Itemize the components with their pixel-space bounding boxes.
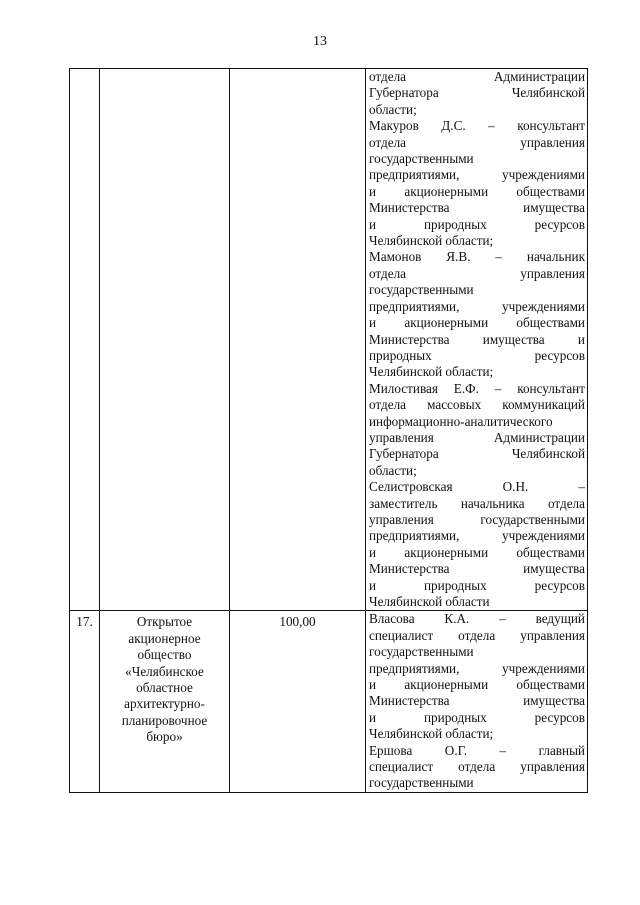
board-members-cell: [366, 69, 588, 611]
member-text-line: Губернатора Челябинской: [369, 446, 585, 462]
member-text-line: и природных ресурсов: [369, 216, 585, 232]
member-text-line: Макуров Д.С. – консультант: [369, 118, 585, 134]
member-text-line: природных ресурсов: [369, 347, 585, 363]
row-number-cell: 17.: [70, 611, 100, 792]
row-number-cell: [70, 69, 100, 611]
organization-name: [102, 614, 227, 745]
member-text-line: и акционерными обществами: [369, 315, 585, 331]
board-members-list: [369, 69, 585, 610]
organization-name-line: архитектурно-: [124, 696, 205, 712]
member-text-line: Власова К.А. – ведущий: [369, 611, 585, 627]
member-text-line: специалист отдела управления: [369, 759, 585, 775]
member-text-line: управления государственными: [369, 511, 585, 527]
organization-name-line: акционерное: [128, 630, 201, 646]
board-members-list: [369, 611, 585, 791]
member-text-line: Челябинской области;: [369, 233, 494, 249]
member-text-line: Министерства имущества и: [369, 331, 585, 347]
member-text-line: Министерства имущества: [369, 561, 585, 577]
registry-table: [69, 68, 588, 793]
organization-name-line: планировочное: [121, 712, 208, 728]
member-text-line: Селистровская О.Н. –: [369, 479, 585, 495]
member-text-line: Ершова О.Г. – главный: [369, 742, 585, 758]
member-text-line: Мамонов Я.В. – начальник: [369, 249, 585, 265]
member-text-line: области;: [369, 462, 417, 478]
organization-name-line: общество: [137, 647, 192, 663]
table-row: [70, 69, 588, 611]
member-text-line: отдела Администрации: [369, 69, 585, 84]
member-text-line: Милостивая Е.Ф. – консультант: [369, 380, 585, 396]
member-text-line: Челябинской области;: [369, 364, 494, 380]
member-text-line: государственными: [369, 282, 474, 298]
member-text-line: и природных ресурсов: [369, 709, 585, 725]
member-text-line: государственными: [369, 775, 474, 791]
state-share-cell: [230, 69, 366, 611]
member-text-line: и природных ресурсов: [369, 577, 585, 593]
member-text-line: предприятиями, учреждениями: [369, 298, 585, 314]
member-text-line: и акционерными обществами: [369, 183, 585, 199]
member-text-line: информационно-аналитического: [369, 413, 553, 429]
member-text-line: Министерства имущества: [369, 200, 585, 216]
member-text-line: специалист отдела управления: [369, 627, 585, 643]
member-text-line: управления Администрации: [369, 429, 585, 445]
member-text-line: Челябинской области: [369, 594, 490, 609]
member-text-line: предприятиями, учреждениями: [369, 167, 585, 183]
member-text-line: заместитель начальника отдела: [369, 495, 585, 511]
page-number: 13: [313, 34, 327, 49]
member-text-line: предприятиями, учреждениями: [369, 660, 585, 676]
member-text-line: и акционерными обществами: [369, 544, 585, 560]
organization-name-line: Открытое: [136, 614, 193, 630]
board-members-cell: [366, 611, 588, 792]
member-text-line: государственными: [369, 151, 474, 167]
member-text-line: области;: [369, 101, 417, 117]
state-share-cell: 100,00: [230, 611, 366, 792]
member-text-line: Челябинской области;: [369, 726, 494, 742]
member-text-line: отдела массовых коммуникаций: [369, 397, 585, 413]
organization-name-line: областное: [136, 680, 193, 696]
organization-name-line: «Челябинское: [125, 663, 204, 679]
table-row: [70, 611, 588, 792]
member-text-line: государственными: [369, 644, 474, 660]
organization-cell: [100, 611, 230, 792]
member-text-line: Губернатора Челябинской: [369, 85, 585, 101]
member-text-line: отдела управления: [369, 265, 585, 281]
member-text-line: отдела управления: [369, 134, 585, 150]
member-text-line: Министерства имущества: [369, 693, 585, 709]
member-text-line: предприятиями, учреждениями: [369, 528, 585, 544]
member-text-line: и акционерными обществами: [369, 677, 585, 693]
organization-name-line: бюро»: [146, 729, 183, 745]
organization-cell: [100, 69, 230, 611]
